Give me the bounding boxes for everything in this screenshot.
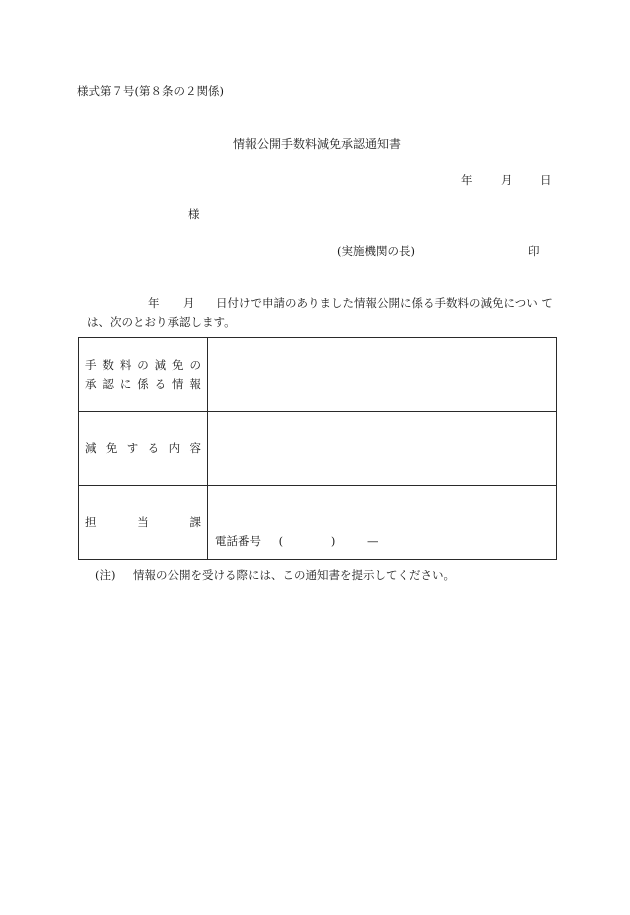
table-row-fee-info: [79, 338, 557, 412]
phone-label: 電話番号: [215, 534, 261, 548]
seal-mark: 印: [528, 244, 540, 258]
value-reduction-details: [208, 412, 557, 486]
body-month: 月: [183, 296, 195, 310]
label-reduction-details-line: 減 免 す る 内 容: [85, 441, 201, 455]
label-reduction-details: [79, 412, 208, 486]
date-year: 年: [461, 173, 473, 187]
table-row-section: [79, 486, 557, 560]
issue-date: [461, 173, 552, 187]
note-text: 情報の公開を受ける際には、この通知書を提示してください。: [133, 568, 455, 582]
date-month: 月: [501, 173, 513, 187]
label-fee-info: [79, 338, 208, 412]
value-section: [208, 486, 557, 560]
body-line-2: は、次のとおり承認します。: [87, 315, 236, 329]
issuer-title: (実施機関の長): [337, 244, 415, 258]
body-year: 年: [148, 296, 160, 310]
recipient-honorific: 様: [188, 207, 200, 221]
phone-dash: —: [366, 534, 379, 548]
label-fee-info-line2: 承 認 に 係 る 情 報: [85, 376, 201, 391]
phone-open-paren: (: [278, 534, 284, 548]
note-label: (注): [95, 568, 116, 582]
form-number: 様式第７号(第８条の２関係): [77, 84, 224, 98]
phone-number: [215, 533, 378, 549]
body-line-1: 日付けで申請のありました情報公開に係る手数料の減免につい て: [216, 296, 553, 310]
date-day: 日: [540, 173, 552, 187]
document-title: 情報公開手数料減免承認通知書: [233, 137, 402, 151]
label-section: [79, 486, 208, 560]
label-fee-info-line1: 手 数 料 の 減 免 の: [85, 357, 201, 372]
phone-close-paren: ): [330, 534, 336, 548]
reduction-table: [78, 337, 557, 560]
label-section-line: 担 当 課: [85, 515, 201, 529]
table-row-reduction-details: [79, 412, 557, 486]
value-fee-info: [208, 338, 557, 412]
